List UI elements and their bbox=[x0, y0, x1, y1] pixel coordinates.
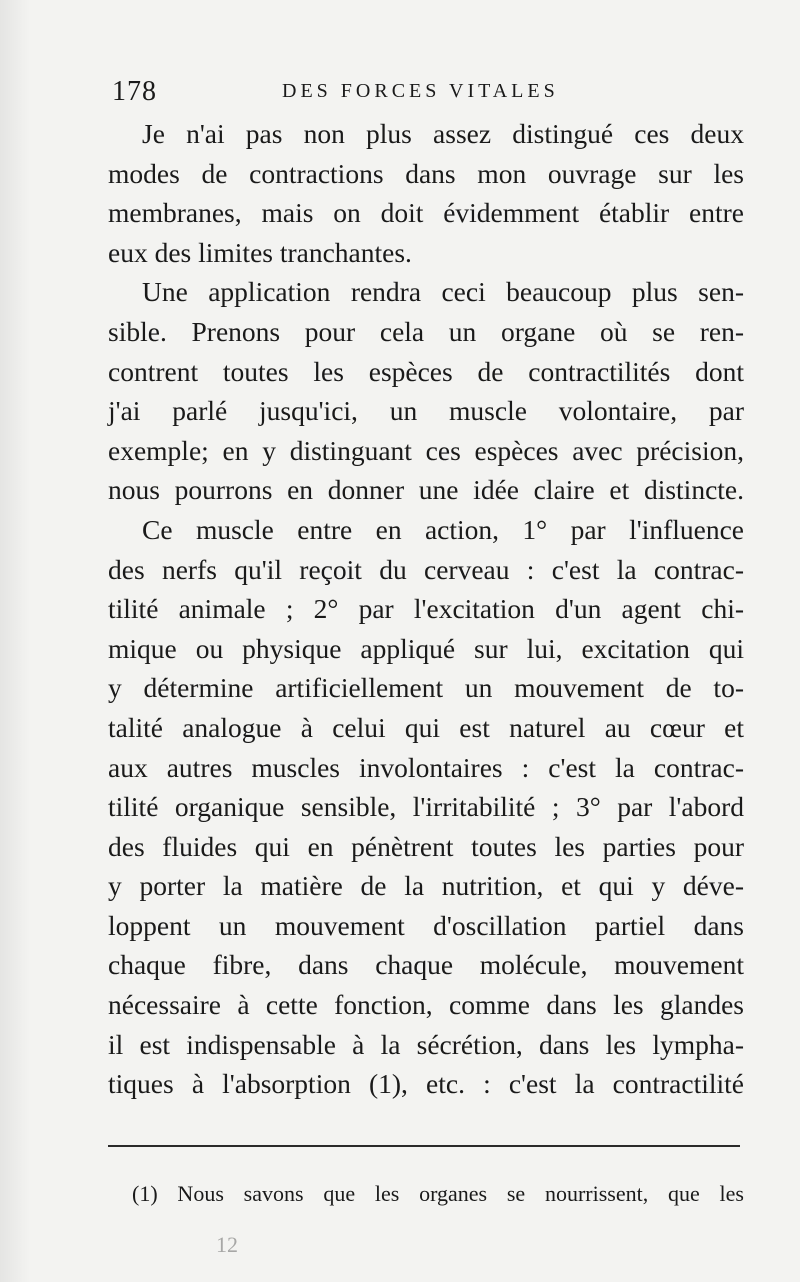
text-line: Une application rendra ceci beaucoup plus sen- bbox=[142, 276, 744, 308]
text-line: tilité animale ; 2° par l'excitation d'un agent chi- bbox=[108, 593, 744, 625]
text-line: nous pourrons en donner une idée claire et distincte. bbox=[108, 474, 744, 506]
footnote: (1) Nous savons que les organes se nourrissent, que les bbox=[132, 1181, 744, 1206]
running-title: DES FORCES VITALES bbox=[282, 80, 559, 102]
text-line: tilité organique sensible, l'irritabilité ; 3° par l'abord bbox=[108, 791, 744, 823]
text-line: Je n'ai pas non plus assez distingué ces deux bbox=[142, 118, 744, 149]
signature-mark: 12 bbox=[216, 1232, 238, 1257]
text-line: y porter la matière de la nutrition, et qui y déve- bbox=[108, 870, 744, 902]
text-line: contrent toutes les espèces de contractilités dont bbox=[108, 355, 744, 387]
text-line: il est indispensable à la sécrétion, dans les lympha- bbox=[108, 1028, 744, 1060]
page-header bbox=[112, 72, 740, 106]
text-line: chaque fibre, dans chaque molécule, mouvement bbox=[108, 949, 744, 981]
text-line: y détermine artificiellement un mouvement de to- bbox=[108, 672, 744, 704]
body-text bbox=[108, 114, 744, 1104]
text-line: exemple; en y distinguant ces espèces avec précision, bbox=[108, 434, 744, 466]
text-line: des fluides qui en pénètrent toutes les parties pour bbox=[108, 830, 744, 862]
text-line: tiques à l'absorption (1), etc. : c'est la contractilité bbox=[108, 1068, 744, 1100]
text-line: Ce muscle entre en action, 1° par l'influence bbox=[142, 513, 744, 545]
text-line: loppent un mouvement d'oscillation partiel dans bbox=[108, 909, 744, 941]
page-number: 178 bbox=[112, 76, 157, 107]
text-line: mique ou physique appliqué sur lui, excitation qui bbox=[108, 632, 744, 664]
text-line: des nerfs qu'il reçoit du cerveau : c'est la contrac- bbox=[108, 553, 744, 585]
text-line: eux des limites tranchantes. bbox=[108, 236, 412, 268]
text-line: j'ai parlé jusqu'ici, un muscle volontaire, par bbox=[108, 395, 744, 427]
text-line: membranes, mais on doit évidemment établir entre bbox=[108, 197, 744, 229]
text-line: modes de contractions dans mon ouvrage sur les bbox=[108, 157, 744, 189]
footnote-divider bbox=[108, 1145, 740, 1147]
text-line: aux autres muscles involontaires : c'est la contrac- bbox=[108, 751, 744, 783]
text-line: sible. Prenons pour cela un organe où se ren- bbox=[108, 315, 744, 347]
text-line: talité analogue à celui qui est naturel au cœur et bbox=[108, 711, 744, 743]
text-line: nécessaire à cette fonction, comme dans les glandes bbox=[108, 989, 744, 1021]
